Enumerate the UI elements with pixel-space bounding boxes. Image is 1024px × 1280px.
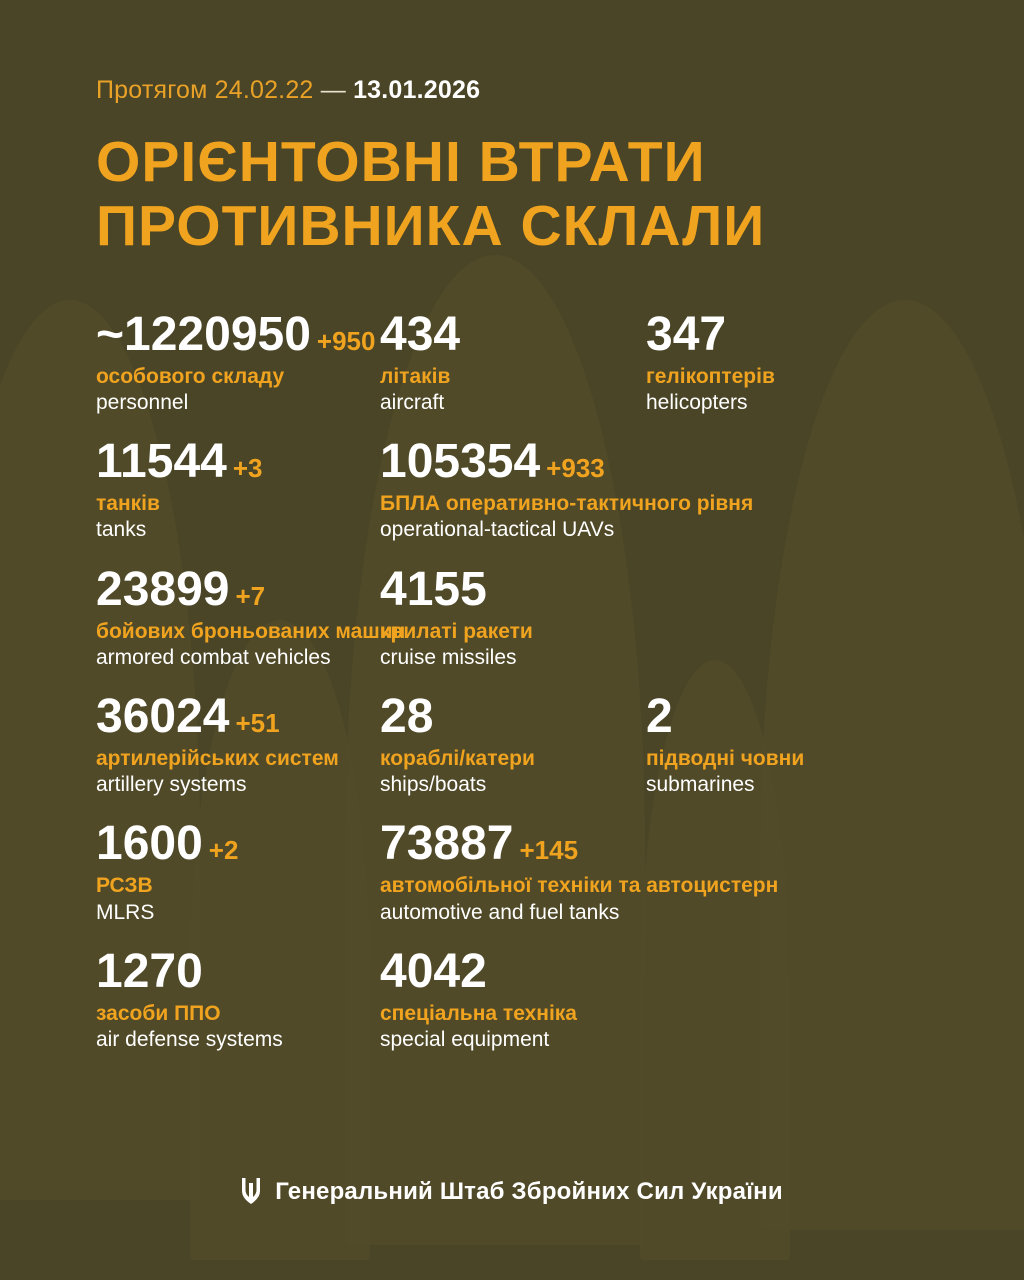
stat-mlrs	[96, 817, 380, 925]
reporting-period	[96, 0, 928, 105]
stat-delta: +950	[316, 325, 376, 356]
stat-label-en: automotive and fuel tanks	[380, 900, 620, 924]
losses-grid	[96, 307, 928, 1054]
stat-delta: +7	[235, 580, 266, 611]
period-end-date: 13.01.2026	[353, 76, 481, 104]
stat-tanks	[96, 435, 380, 543]
stat-label-ua: спеціальна техніка	[380, 1001, 577, 1025]
stat-delta: +51	[235, 708, 280, 739]
stats-row	[96, 435, 928, 543]
stat-automotive	[380, 817, 900, 925]
stat-label-ua: літаків	[380, 364, 451, 388]
stat-uavs	[380, 435, 900, 543]
stats-row	[96, 307, 928, 416]
footer	[0, 1177, 1024, 1212]
stat-value: 4042	[380, 944, 487, 998]
page-title	[96, 131, 928, 259]
stat-label-ua: бойових броньованих машин	[96, 619, 406, 643]
stat-label-en: personnel	[96, 390, 189, 414]
stat-label-en: helicopters	[646, 390, 748, 414]
stat-value: 23899 +7	[96, 562, 266, 616]
stat-value: 1270	[96, 944, 203, 998]
stat-label-en: special equipment	[380, 1028, 550, 1052]
stat-label-ua: підводні човни	[646, 746, 805, 770]
stat-label-en: artillery systems	[96, 773, 247, 797]
stat-label-en: armored combat vehicles	[96, 645, 331, 669]
title-line-2: ПРОТИВНИКА СКЛАЛИ	[96, 193, 766, 258]
stat-label-en: ships/boats	[380, 773, 487, 797]
stat-label-en: tanks	[96, 518, 147, 542]
stat-delta: +2	[208, 835, 239, 866]
footer-text: Генеральний Штаб Збройних Сил України	[275, 1178, 783, 1205]
stat-label-ua: БПЛА оперативно-тактичного рівня	[380, 492, 754, 516]
stat-submarines	[646, 690, 805, 798]
stat-label-ua: крилаті ракети	[380, 619, 533, 643]
stat-cruise-missiles	[380, 562, 900, 671]
stat-value: 105354 +933	[380, 435, 605, 489]
stat-value: 2	[646, 690, 673, 744]
stat-armored-vehicles	[96, 562, 406, 671]
stat-delta: +933	[546, 453, 605, 484]
stat-value: 11544 +3	[96, 435, 263, 489]
stat-label-en: submarines	[646, 773, 755, 797]
stat-ships	[380, 690, 646, 798]
stats-row	[96, 562, 928, 671]
stat-value: 36024 +51	[96, 690, 280, 744]
stat-label-en: cruise missiles	[380, 645, 517, 669]
stat-artillery	[96, 690, 380, 798]
stat-delta: +3	[232, 453, 263, 484]
stat-label-en: MLRS	[96, 900, 155, 924]
trident-icon	[241, 1177, 261, 1207]
title-line-1: ОРІЄНТОВНІ ВТРАТИ	[96, 130, 706, 194]
stats-row	[96, 817, 928, 925]
period-dash: —	[320, 76, 346, 104]
stat-value: 1600 +2	[96, 817, 239, 871]
stat-value: 73887 +145	[380, 817, 579, 871]
stat-value: 434	[380, 307, 461, 361]
stat-label-en: operational-tactical UAVs	[380, 518, 615, 542]
stats-row	[96, 690, 928, 798]
stat-personnel	[96, 307, 380, 416]
stat-label-ua: кораблі/катери	[380, 746, 535, 770]
stat-helicopters	[646, 307, 775, 416]
stat-label-ua: автомобільної техніки та автоцистерн	[380, 874, 779, 898]
stat-special-equipment	[380, 944, 900, 1053]
stat-value: ~1220950 +950	[96, 307, 376, 361]
stat-value: 4155	[380, 562, 487, 616]
stat-label-ua: артилерійських систем	[96, 746, 339, 770]
stat-label-ua: РСЗВ	[96, 874, 153, 898]
stats-row	[96, 944, 928, 1053]
period-start: Протягом 24.02.22	[96, 76, 314, 104]
stat-delta: +145	[519, 835, 579, 866]
stat-label-en: air defense systems	[96, 1028, 283, 1052]
stat-value: 347	[646, 307, 727, 361]
stat-label-en: aircraft	[380, 390, 445, 414]
stat-label-ua: гелікоптерів	[646, 364, 775, 388]
stat-label-ua: особового складу	[96, 364, 285, 388]
stat-label-ua: танків	[96, 492, 160, 516]
stat-aircraft	[380, 307, 646, 416]
stat-air-defense	[96, 944, 380, 1053]
stat-label-ua: засоби ППО	[96, 1001, 221, 1025]
stat-value: 28	[380, 690, 434, 744]
